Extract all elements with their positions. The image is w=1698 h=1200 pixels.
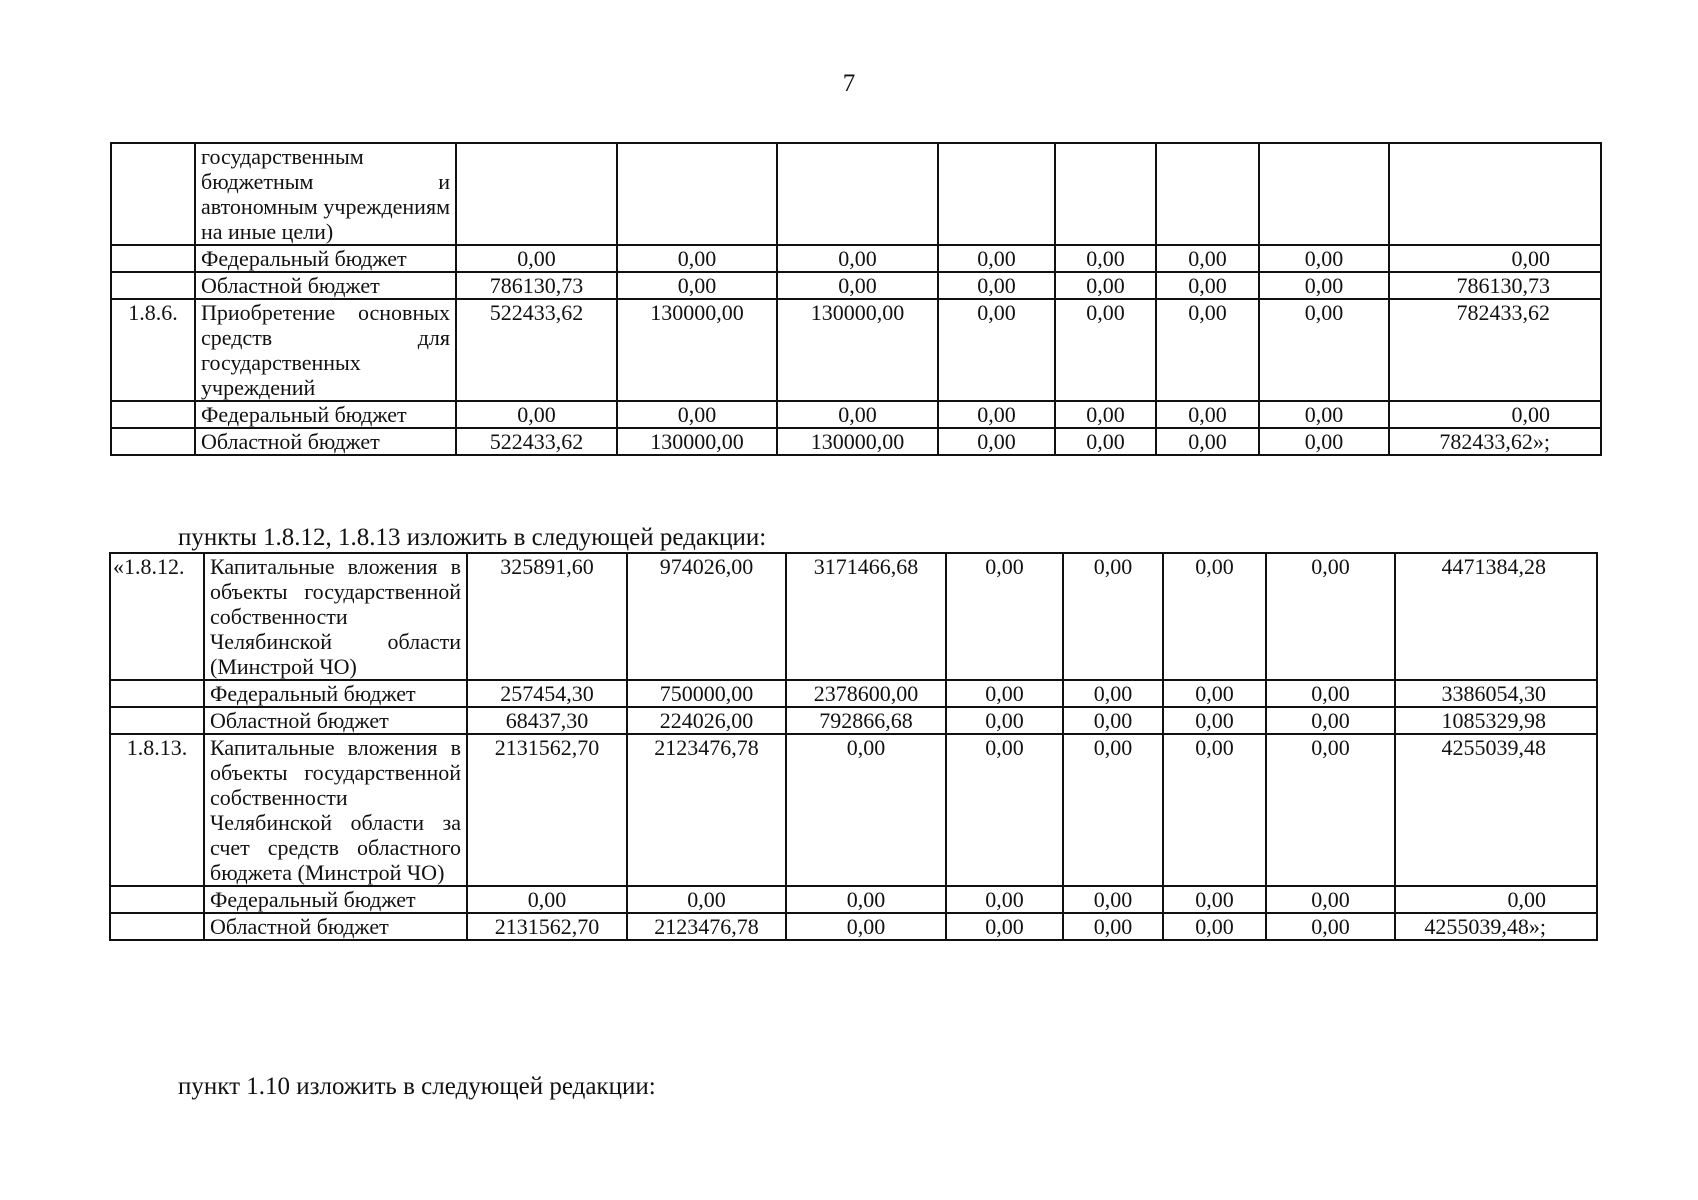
item-code-cell — [111, 245, 195, 272]
value-cell — [1389, 143, 1601, 245]
value-cell: 0,00 — [1055, 428, 1156, 455]
value-cell: 0,00 — [938, 401, 1055, 428]
value-cell: 0,00 — [1055, 401, 1156, 428]
value-cell: 786130,73 — [1389, 272, 1601, 299]
paragraph-items-1-8-12-13: пункты 1.8.12, 1.8.13 изложить в следующей редакции: — [178, 524, 767, 551]
item-code-cell — [111, 272, 195, 299]
item-code-cell — [111, 428, 195, 455]
value-cell: 0,00 — [1266, 886, 1395, 913]
value-cell: 0,00 — [617, 245, 777, 272]
item-code-cell: 1.8.6. — [111, 299, 195, 401]
table-row — [110, 680, 1597, 707]
item-code-cell — [111, 143, 195, 245]
value-cell: 0,00 — [1156, 401, 1259, 428]
item-code-cell — [110, 886, 204, 913]
value-cell: 0,00 — [1259, 401, 1389, 428]
value-cell: 0,00 — [1259, 428, 1389, 455]
value-cell: 0,00 — [1063, 886, 1163, 913]
value-cell: 0,00 — [1389, 245, 1601, 272]
value-cell: 0,00 — [938, 428, 1055, 455]
value-cell: 2131562,70 — [467, 913, 627, 940]
value-cell: 0,00 — [1156, 272, 1259, 299]
item-name-cell: государственным бюджетным и автономным учреждениям на иные цели) — [195, 143, 456, 245]
value-cell: 0,00 — [786, 913, 946, 940]
value-cell: 0,00 — [946, 553, 1063, 680]
value-cell: 0,00 — [1163, 913, 1266, 940]
value-cell: 782433,62 — [1389, 299, 1601, 401]
table-row — [111, 272, 1601, 299]
table-row — [110, 734, 1597, 886]
value-cell: 0,00 — [1055, 299, 1156, 401]
value-cell: 3171466,68 — [786, 553, 946, 680]
value-cell: 4471384,28 — [1395, 553, 1597, 680]
value-cell: 0,00 — [1055, 272, 1156, 299]
item-code-cell — [110, 707, 204, 734]
value-cell: 0,00 — [1156, 428, 1259, 455]
value-cell — [456, 143, 617, 245]
value-cell — [1259, 143, 1389, 245]
value-cell: 0,00 — [627, 886, 786, 913]
value-cell: 257454,30 — [467, 680, 627, 707]
value-cell: 974026,00 — [627, 553, 786, 680]
value-cell: 0,00 — [1266, 913, 1395, 940]
value-cell: 0,00 — [1163, 553, 1266, 680]
value-cell: 0,00 — [946, 680, 1063, 707]
value-cell: 130000,00 — [617, 299, 777, 401]
table-row — [110, 553, 1597, 680]
value-cell: 0,00 — [617, 272, 777, 299]
funding-source-cell: Федеральный бюджет — [195, 245, 456, 272]
budget-table-2 — [109, 552, 1598, 941]
value-cell: 782433,62»; — [1389, 428, 1601, 455]
funding-source-cell: Федеральный бюджет — [204, 886, 467, 913]
value-cell: 792866,68 — [786, 707, 946, 734]
value-cell: 0,00 — [938, 272, 1055, 299]
value-cell: 0,00 — [1063, 707, 1163, 734]
value-cell: 0,00 — [1163, 707, 1266, 734]
value-cell: 224026,00 — [627, 707, 786, 734]
funding-source-cell: Областной бюджет — [195, 272, 456, 299]
item-code-cell — [111, 401, 195, 428]
value-cell: 1085329,98 — [1395, 707, 1597, 734]
table-row — [111, 299, 1601, 401]
value-cell: 0,00 — [786, 734, 946, 886]
value-cell: 0,00 — [1156, 245, 1259, 272]
table-row — [110, 886, 1597, 913]
value-cell: 2123476,78 — [627, 913, 786, 940]
value-cell: 0,00 — [1266, 680, 1395, 707]
value-cell: 0,00 — [1055, 245, 1156, 272]
value-cell: 130000,00 — [777, 428, 938, 455]
value-cell: 0,00 — [946, 734, 1063, 886]
value-cell — [938, 143, 1055, 245]
value-cell: 325891,60 — [467, 553, 627, 680]
value-cell: 750000,00 — [627, 680, 786, 707]
value-cell: 0,00 — [1163, 680, 1266, 707]
item-name-cell: Капитальные вложения в объекты государственной собственности Челябинской области (Минстрой ЧО) — [204, 553, 467, 680]
value-cell — [1156, 143, 1259, 245]
value-cell: 0,00 — [1063, 680, 1163, 707]
item-name-cell: Приобретение основных средств для государственных учреждений — [195, 299, 456, 401]
value-cell: 0,00 — [938, 245, 1055, 272]
value-cell: 4255039,48 — [1395, 734, 1597, 886]
value-cell: 786130,73 — [456, 272, 617, 299]
value-cell: 0,00 — [786, 886, 946, 913]
value-cell: 0,00 — [1063, 913, 1163, 940]
value-cell: 522433,62 — [456, 428, 617, 455]
item-code-cell: «1.8.12. — [110, 553, 204, 680]
item-code-cell — [110, 680, 204, 707]
value-cell: 2378600,00 — [786, 680, 946, 707]
value-cell: 0,00 — [1259, 272, 1389, 299]
value-cell: 0,00 — [1163, 886, 1266, 913]
page-number: 7 — [842, 70, 856, 97]
value-cell: 0,00 — [938, 299, 1055, 401]
value-cell: 68437,30 — [467, 707, 627, 734]
value-cell — [777, 143, 938, 245]
paragraph-item-1-10: пункт 1.10 изложить в следующей редакции: — [178, 1073, 656, 1100]
value-cell: 0,00 — [617, 401, 777, 428]
table-row — [110, 707, 1597, 734]
value-cell: 130000,00 — [777, 299, 938, 401]
value-cell: 0,00 — [1156, 299, 1259, 401]
budget-table-2-body — [110, 553, 1597, 940]
funding-source-cell: Областной бюджет — [204, 913, 467, 940]
table-row — [111, 401, 1601, 428]
funding-source-cell: Областной бюджет — [195, 428, 456, 455]
value-cell: 0,00 — [946, 707, 1063, 734]
value-cell: 0,00 — [1063, 734, 1163, 886]
value-cell: 130000,00 — [617, 428, 777, 455]
value-cell: 0,00 — [1266, 734, 1395, 886]
value-cell: 0,00 — [777, 401, 938, 428]
value-cell: 0,00 — [946, 886, 1063, 913]
value-cell: 0,00 — [1063, 553, 1163, 680]
value-cell: 0,00 — [467, 886, 627, 913]
value-cell: 0,00 — [777, 272, 938, 299]
budget-table-1-body — [111, 143, 1601, 455]
value-cell: 0,00 — [1163, 734, 1266, 886]
value-cell — [617, 143, 777, 245]
funding-source-cell: Федеральный бюджет — [204, 680, 467, 707]
table-row — [110, 913, 1597, 940]
value-cell: 0,00 — [777, 245, 938, 272]
value-cell: 2123476,78 — [627, 734, 786, 886]
value-cell: 4255039,48»; — [1395, 913, 1597, 940]
value-cell: 0,00 — [1259, 299, 1389, 401]
budget-table-1 — [110, 142, 1602, 456]
value-cell: 0,00 — [946, 913, 1063, 940]
value-cell: 0,00 — [456, 401, 617, 428]
item-code-cell: 1.8.13. — [110, 734, 204, 886]
funding-source-cell: Областной бюджет — [204, 707, 467, 734]
value-cell: 522433,62 — [456, 299, 617, 401]
value-cell: 0,00 — [1395, 886, 1597, 913]
value-cell: 0,00 — [456, 245, 617, 272]
value-cell: 2131562,70 — [467, 734, 627, 886]
value-cell: 0,00 — [1389, 401, 1601, 428]
value-cell: 0,00 — [1266, 707, 1395, 734]
table-row — [111, 245, 1601, 272]
value-cell: 0,00 — [1266, 553, 1395, 680]
table-row — [111, 428, 1601, 455]
funding-source-cell: Федеральный бюджет — [195, 401, 456, 428]
item-name-cell: Капитальные вложения в объекты государственной собственности Челябинской области за счет средств областного бюджета (Минстрой ЧО) — [204, 734, 467, 886]
value-cell: 3386054,30 — [1395, 680, 1597, 707]
value-cell: 0,00 — [1259, 245, 1389, 272]
value-cell — [1055, 143, 1156, 245]
table-row — [111, 143, 1601, 245]
item-code-cell — [110, 913, 204, 940]
